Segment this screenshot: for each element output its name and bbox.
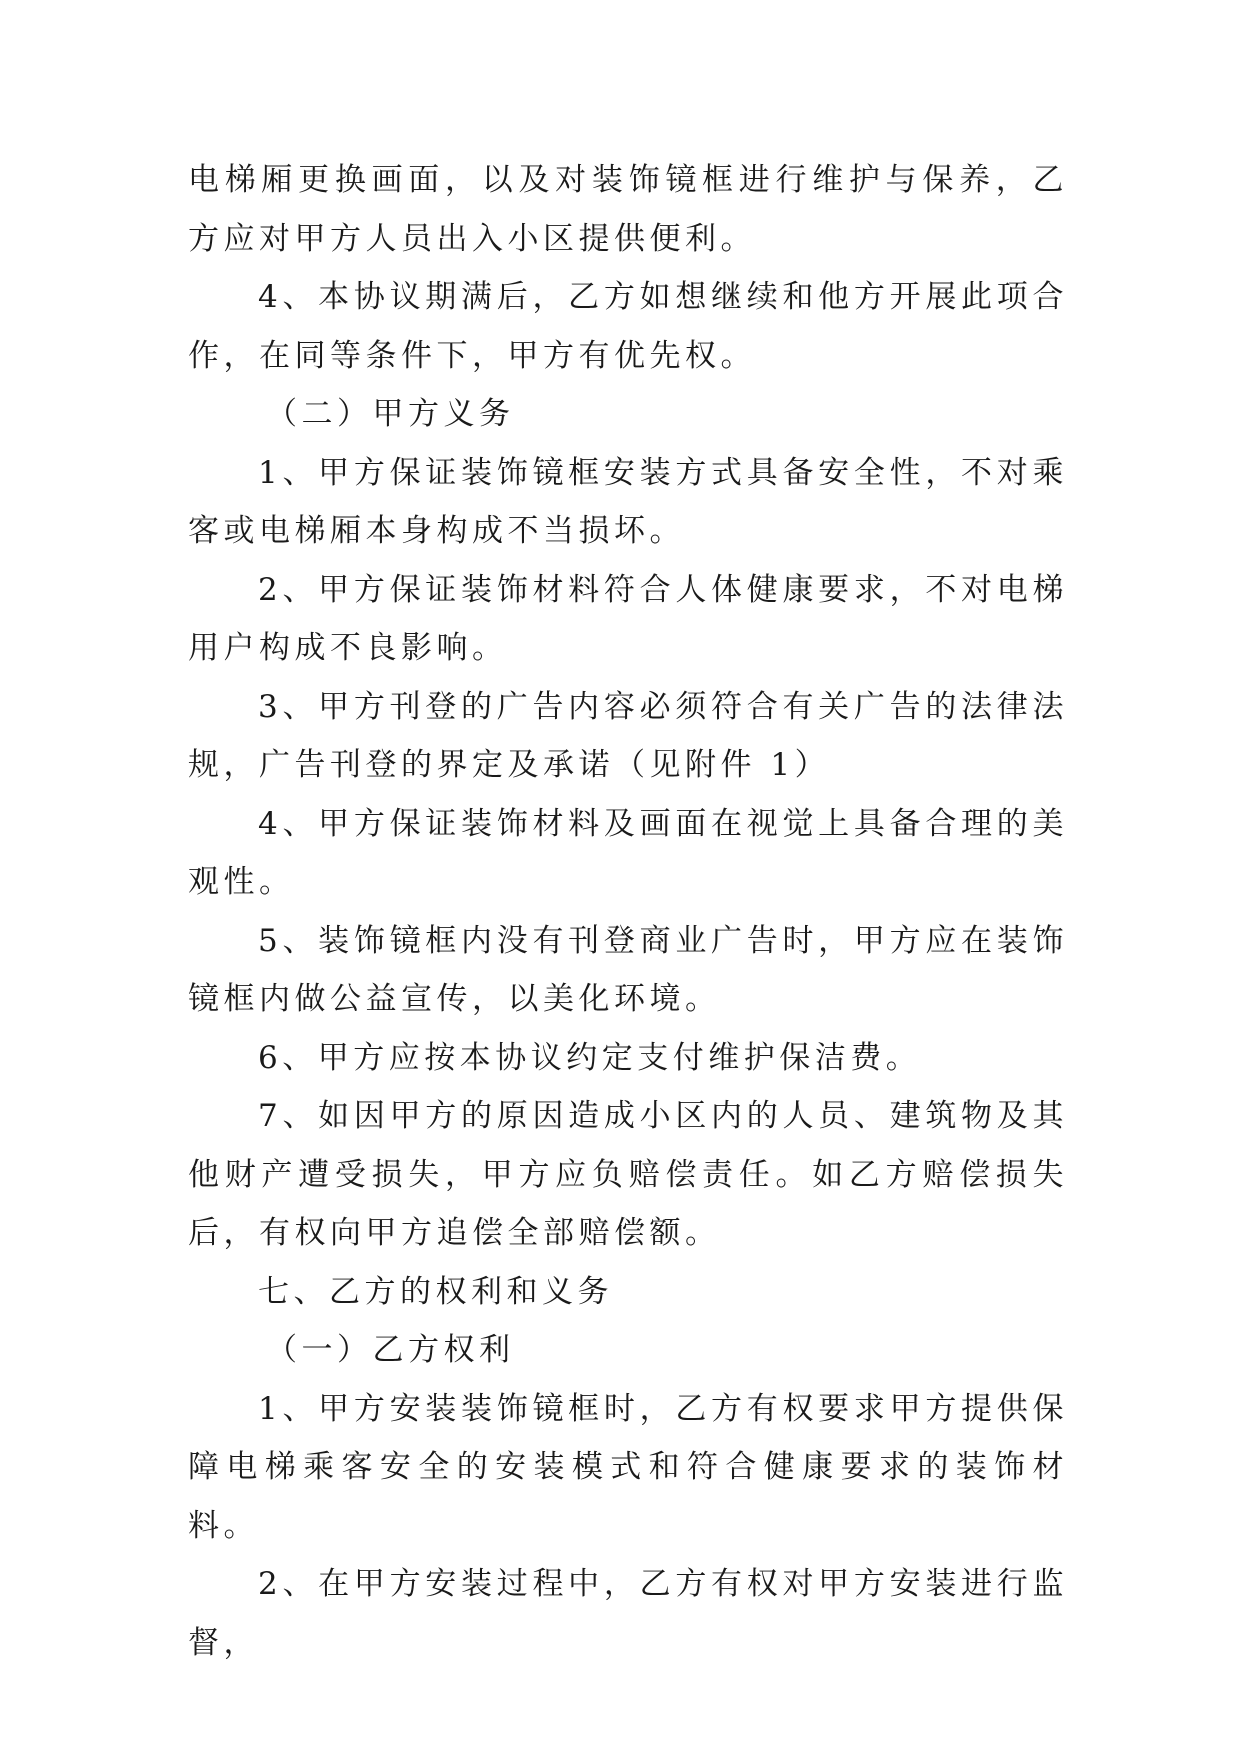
section-heading-party-a-obligations: （二）甲方义务 bbox=[266, 396, 515, 432]
paragraph-obligation-5: 5、装饰镜框内没有刊登商业广告时，甲方应在装饰镜框内做公益宣传，以美化环境。 bbox=[188, 922, 1068, 1017]
paragraph-obligation-2: 2、甲方保证装饰材料符合人体健康要求，不对电梯用户构成不良影响。 bbox=[188, 571, 1068, 666]
paragraph-obligation-1: 1、甲方保证装饰镜框安装方式具备安全性，不对乘客或电梯厢本身构成不当损坏。 bbox=[188, 454, 1068, 549]
paragraph-obligation-6: 6、甲方应按本协议约定支付维护保洁费。 bbox=[258, 1039, 922, 1076]
section-heading-party-b-rights: （一）乙方权利 bbox=[266, 1332, 515, 1368]
paragraph-obligation-4: 4、甲方保证装饰材料及画面在视觉上具备合理的美观性。 bbox=[188, 805, 1068, 900]
paragraph-item-4: 4、本协议期满后，乙方如想继续和他方开展此项合作，在同等条件下，甲方有优先权。 bbox=[188, 279, 1068, 374]
paragraph-obligation-7: 7、如因甲方的原因造成小区内的人员、建筑物及其他财产遭受损失，甲方应负赔偿责任。如乙方赔偿损失后，有权向甲方追偿全部赔偿额。 bbox=[188, 1098, 1068, 1251]
paragraph-right-2: 2、在甲方安装过程中，乙方有权对甲方安装进行监督， bbox=[188, 1566, 1068, 1661]
document-body bbox=[188, 151, 1068, 1672]
paragraph-continuation: 电梯厢更换画面，以及对装饰镜框进行维护与保养，乙方应对甲方人员出入小区提供便利。 bbox=[188, 162, 1068, 257]
paragraph-right-1: 1、甲方安装装饰镜框时，乙方有权要求甲方提供保障电梯乘客安全的安装模式和符合健康要求的装饰材料。 bbox=[188, 1390, 1068, 1544]
paragraph-obligation-3: 3、甲方刊登的广告内容必须符合有关广告的法律法规，广告刊登的界定及承诺（见附件 1） bbox=[188, 688, 1068, 783]
section-heading-party-b-rights-obligations: 七、乙方的权利和义务 bbox=[258, 1273, 613, 1310]
